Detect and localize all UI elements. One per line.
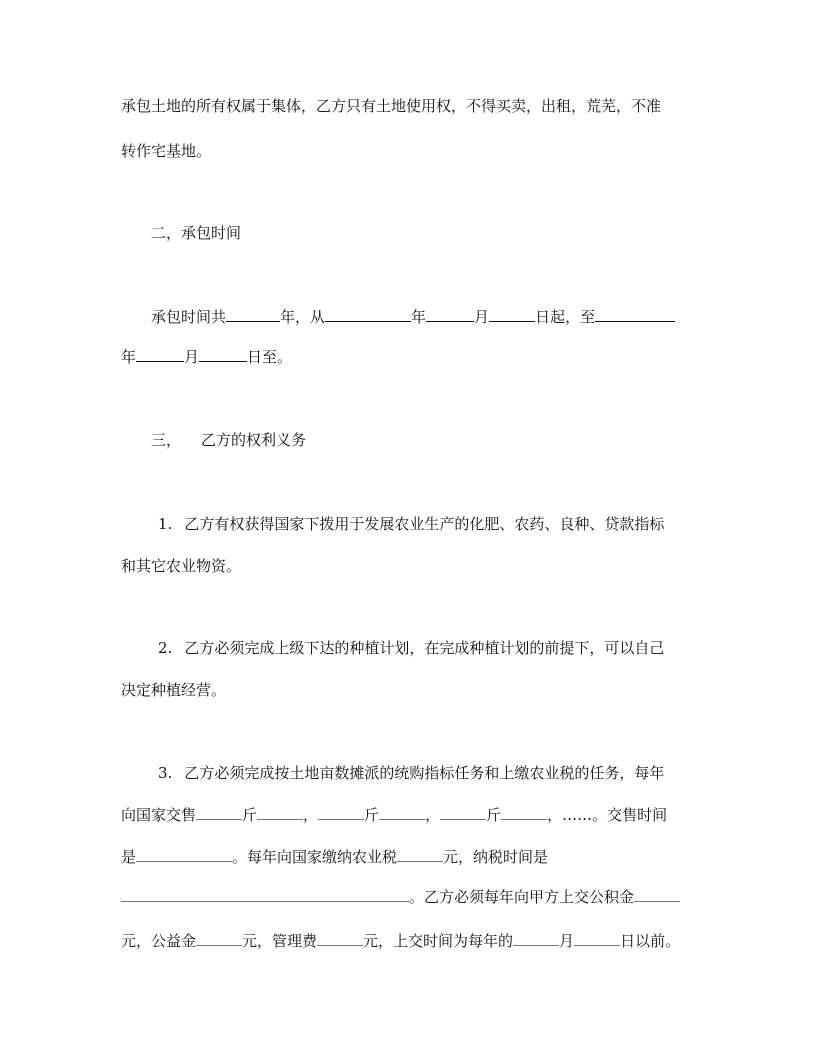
fill-blank[interactable] — [226, 306, 280, 322]
list-item — [158, 514, 696, 534]
text-segment: 。乙方必须每年向甲方上交公积金 — [409, 888, 635, 906]
text-segment: 元，上交时间为每年的 — [363, 932, 514, 950]
text-segment: 斤 — [242, 806, 258, 824]
text-segment: 承包时间共 — [151, 308, 227, 326]
fill-blank[interactable] — [196, 930, 242, 946]
fill-blank[interactable] — [634, 886, 680, 902]
fill-blank[interactable] — [136, 346, 184, 362]
text-segment: 日以前。 — [620, 932, 681, 950]
fill-blank[interactable] — [595, 306, 675, 322]
quota-line — [121, 804, 696, 825]
item-text: 乙方有权获得国家下拨用于发展农业生产的化肥、农药、良种、贷款指标 — [184, 515, 665, 533]
text-segment: 是 — [121, 848, 137, 866]
text-segment: 向国家交售 — [121, 806, 197, 824]
fill-blank[interactable] — [513, 930, 559, 946]
paragraph-line: 决定种植经营。 — [121, 681, 227, 699]
fill-blank[interactable] — [325, 306, 411, 322]
tax-line — [121, 846, 696, 867]
list-item — [158, 638, 696, 658]
fill-blank[interactable] — [379, 804, 425, 820]
fill-blank[interactable] — [317, 930, 363, 946]
paragraph-line: 和其它农业物资。 — [121, 557, 242, 575]
text-segment: 年 — [121, 348, 137, 366]
fill-blank[interactable] — [574, 930, 620, 946]
text-segment: 元，公益金 — [121, 932, 197, 950]
fill-blank[interactable] — [489, 306, 535, 322]
fill-blank[interactable] — [397, 846, 443, 862]
fill-blank[interactable] — [257, 804, 303, 820]
fee-line — [121, 930, 696, 951]
paragraph-line: 承包土地的所有权属于集体，乙方只有土地使用权，不得买卖，出租，荒芜，不准 — [121, 97, 662, 115]
item-text: 乙方必须完成上级下达的种植计划，在完成种植计划的前提下，可以自己 — [184, 639, 665, 657]
fill-blank[interactable] — [426, 306, 474, 322]
heading-text: 乙方的权利义务 — [201, 431, 307, 449]
section-heading: 二，承包时间 — [151, 224, 242, 242]
text-segment: 斤 — [364, 806, 380, 824]
item-number: 1. — [158, 515, 173, 533]
fill-blank[interactable] — [121, 886, 409, 902]
text-segment: 月 — [474, 308, 490, 326]
fill-blank[interactable] — [136, 846, 232, 862]
section-heading — [151, 430, 696, 450]
fill-blank[interactable] — [501, 804, 547, 820]
paragraph-line: 转作宅基地。 — [121, 142, 212, 160]
term-line-1 — [151, 306, 696, 327]
text-segment: ，……。交售时间 — [547, 806, 668, 824]
text-segment: 月 — [559, 932, 575, 950]
text-segment: 日至。 — [247, 348, 293, 366]
fund-line — [121, 886, 696, 907]
item-text: 乙方必须完成按土地亩数摊派的统购指标任务和上缴农业税的任务，每年 — [184, 764, 665, 782]
text-segment: 斤 — [486, 806, 502, 824]
fill-blank[interactable] — [199, 346, 247, 362]
text-segment: ， — [303, 806, 319, 824]
fill-blank[interactable] — [440, 804, 486, 820]
item-number: 3. — [158, 764, 173, 782]
text-segment: 。每年向国家缴纳农业税 — [232, 848, 398, 866]
text-segment: ， — [425, 806, 441, 824]
heading-number: 三， — [151, 431, 182, 449]
text-segment: 日起，至 — [535, 308, 596, 326]
list-item — [158, 763, 696, 783]
fill-blank[interactable] — [318, 804, 364, 820]
fill-blank[interactable] — [196, 804, 242, 820]
text-segment: 年，从 — [280, 308, 326, 326]
term-line-2 — [121, 346, 696, 367]
text-segment: 年 — [411, 308, 427, 326]
text-segment: 元，纳税时间是 — [443, 848, 549, 866]
item-number: 2. — [158, 639, 173, 657]
text-segment: 月 — [184, 348, 200, 366]
text-segment: 元，管理费 — [242, 932, 318, 950]
